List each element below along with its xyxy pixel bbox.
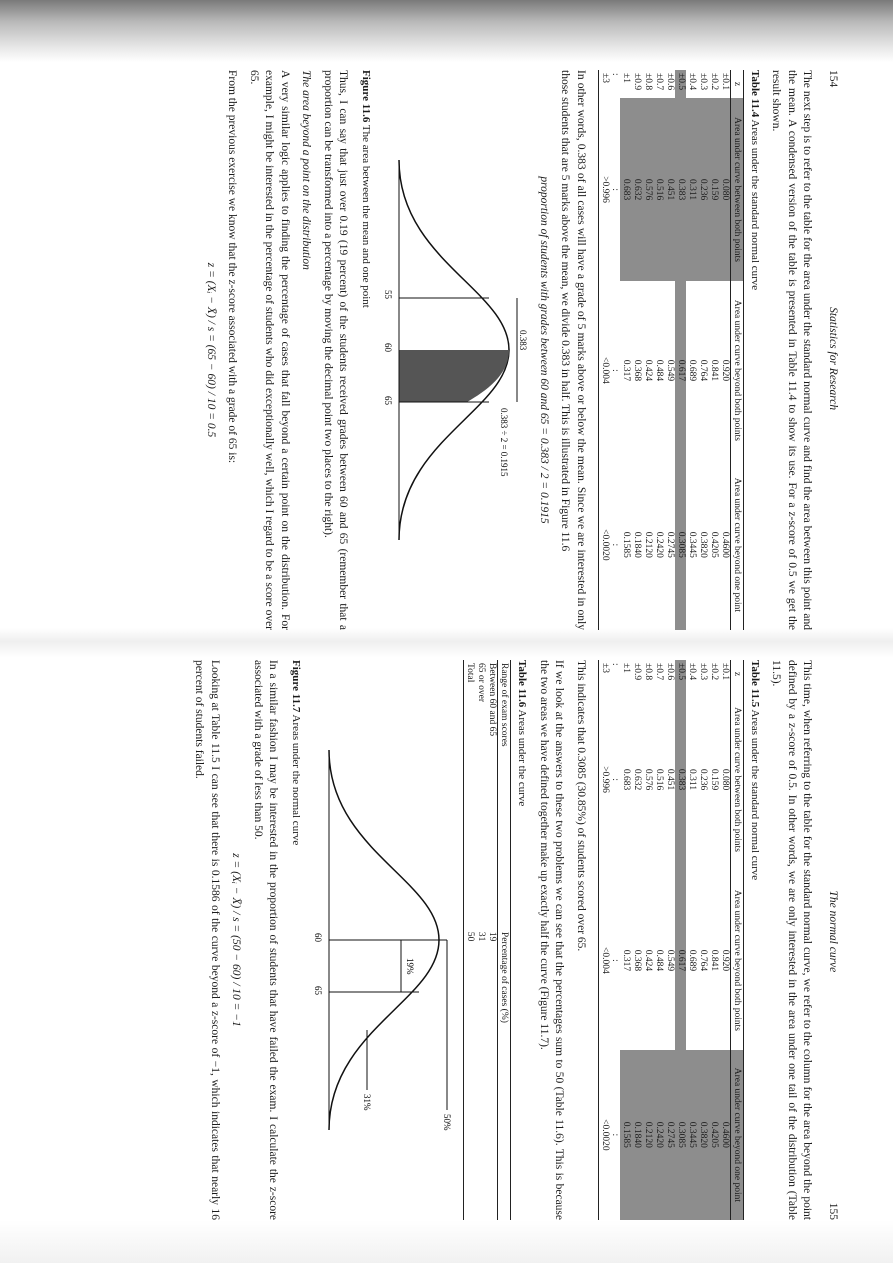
- table-cell: 0.317: [621, 359, 632, 382]
- table-cell: <0.004: [598, 281, 609, 460]
- table-row: Between 60 and 65 19: [486, 663, 497, 942]
- table-row: [610, 70, 621, 630]
- table-cell: :: [610, 1133, 621, 1137]
- table6-caption: Table 11.6 Areas under the curve: [516, 660, 529, 807]
- table-cell: 0.689: [686, 359, 697, 382]
- table-cell: 0.2745: [665, 531, 676, 558]
- table-cell: 0.424: [643, 359, 654, 382]
- table-cell: ±0.3: [697, 663, 708, 681]
- label-0383: 0.383: [518, 330, 529, 351]
- table-cell: 0.841: [708, 949, 719, 972]
- book-gutter: [0, 628, 893, 658]
- table-cell: 0.159: [708, 768, 719, 791]
- table-cell: 0.159: [708, 98, 719, 281]
- intro-paragraph: This time, when referring to the table for the standard normal curve, we refer to the column for the area beyond the point defined by a z-score of 0.5. In other words, we are only interested in the area under one tail of the distribution (Table 11.5).: [770, 660, 814, 1220]
- table-cell: 0.516: [654, 768, 665, 791]
- table-cell: ±1: [621, 73, 632, 83]
- table-caption: Table 11.5 Areas under the standard normal curve: [748, 660, 761, 881]
- paragraph: Thus, I can say that just over 0.19 (19 percent) of the students received grades between 60 and 65 (remember that a proportion can be transformed into a percentage by moving the decimal point two places to the right).: [321, 70, 350, 630]
- table-row: [610, 660, 621, 1220]
- table-row: [686, 70, 697, 630]
- figure-caption: Figure 11.6 The area between the mean and one point: [360, 70, 373, 308]
- table-cell: 0.683: [620, 98, 631, 281]
- col-header: Area under curve beyond one point: [730, 1050, 743, 1220]
- label-half: 0.383 ÷ 2 = 0.1915: [499, 408, 510, 477]
- table-cell: 0.2120: [642, 1050, 653, 1220]
- paragraph: In a similar fashion I may be interested in the proportion of students that have failed the exam. I calculate the z-score associated with a grade of less than 50.: [251, 660, 280, 1220]
- table-cell: 0.4205: [708, 1050, 719, 1220]
- table-row: [719, 70, 730, 630]
- table-cell: ±1: [621, 663, 632, 673]
- table-row: [664, 70, 675, 630]
- x-label-55: 55: [383, 290, 394, 299]
- table-row: [642, 70, 653, 630]
- table-cell: 0.920: [719, 359, 730, 382]
- table-cell: <0.004: [598, 871, 609, 1050]
- table-cell: 0.3445: [686, 1050, 697, 1220]
- table-cell: ±0.9: [632, 73, 643, 91]
- table-cell: 0.311: [686, 98, 697, 281]
- table-cell: ±0.7: [654, 73, 665, 91]
- table-cell: 0.2120: [643, 531, 654, 558]
- z-equation: z = (Xᵢ − X̄) / s = (65 − 60) / 10 = 0.5: [204, 262, 217, 438]
- table-cell: ±0.8: [643, 73, 654, 91]
- table-cell: 0.451: [664, 98, 675, 281]
- label-50pct: 50%: [442, 1114, 452, 1131]
- table-cell: 0.617: [675, 281, 686, 460]
- table-cell: 0.368: [632, 359, 643, 382]
- page-number: 155: [827, 1202, 839, 1220]
- col-header: z: [730, 70, 743, 98]
- running-header: [824, 70, 840, 630]
- table-cell: 0.689: [686, 949, 697, 972]
- table-row: [620, 70, 631, 630]
- table-cell: 0.424: [643, 949, 654, 972]
- table-row: [686, 660, 697, 1220]
- table-cell: <0.0020: [598, 460, 609, 630]
- table-cell: :: [610, 959, 621, 962]
- table-cell: ±3: [598, 70, 609, 98]
- table-cell: :: [610, 369, 621, 372]
- scan-shadow-top: [0, 0, 893, 62]
- table-row: [708, 70, 719, 630]
- intro-paragraph: The next step is to refer to the table for the area under the standard normal curve and find the area between this point and the mean. A condensed version of the table is presented in Table 11.4 to show its use. For a z-score of 0.5 we get the result shown.: [770, 70, 814, 630]
- table-cell: 0.3820: [697, 1050, 708, 1220]
- table-cell: ±0.4: [686, 73, 697, 91]
- col-header: Percentage of cases (%): [497, 929, 510, 1220]
- table-row: [631, 70, 642, 630]
- table-row: [675, 70, 686, 630]
- table-cell: 0.1840: [631, 1050, 642, 1220]
- table-cell: ±0.2: [708, 73, 719, 91]
- table-cell: ±3: [598, 660, 609, 688]
- table-cell: 0.3820: [697, 531, 708, 558]
- label-19pct: 19%: [405, 958, 415, 975]
- table-cell: ±0.9: [632, 663, 643, 681]
- table-row: [664, 660, 675, 1220]
- table-cell: 0.383: [675, 688, 686, 871]
- col-header: Area under curve beyond both points: [730, 281, 743, 460]
- table-cell: ±0.1: [719, 73, 730, 91]
- table-cell: 0.617: [675, 871, 686, 1050]
- table-cell: 0.1585: [620, 1050, 631, 1220]
- table-cell: 0.920: [719, 949, 730, 972]
- normal-curve-table: [598, 70, 745, 630]
- col-header: Area under curve beyond both points: [730, 871, 743, 1050]
- table-row: [708, 660, 719, 1220]
- table-cell: 0.2420: [653, 1050, 664, 1220]
- table-cell: 0.368: [632, 949, 643, 972]
- table-cell: 0.080: [719, 98, 730, 281]
- scan-shadow-bottom: [0, 1220, 893, 1263]
- table-cell: >0.996: [598, 688, 609, 871]
- table-cell: ±0.5: [675, 660, 686, 688]
- paragraph: Looking at Table 11.5 I can see that there is 0.1586 of the curve beyond a z-score of −1, which indicates that nearly 16 percent of students failed.: [193, 660, 221, 1220]
- table-row: [653, 70, 664, 630]
- table-cell: 0.3445: [686, 531, 697, 558]
- page-154: [40, 70, 840, 630]
- table-cell: 0.317: [621, 949, 632, 972]
- page-number: 154: [827, 70, 839, 88]
- table-cell: ±0.6: [665, 73, 676, 91]
- table-cell: 0.632: [632, 768, 643, 791]
- table-row: [631, 660, 642, 1220]
- table-cell: 0.1585: [621, 531, 632, 558]
- table-cell: 0.683: [621, 768, 632, 791]
- table-cell: ±0.4: [686, 663, 697, 681]
- table-cell: ±0.8: [643, 663, 654, 681]
- table-cell: :: [610, 543, 621, 547]
- table-cell: 0.841: [708, 359, 719, 382]
- table-cell: 0.549: [665, 949, 676, 972]
- areas-table: [463, 660, 511, 1220]
- col-header: Area under curve beyond one point: [730, 460, 743, 630]
- table-cell: :: [610, 73, 621, 76]
- proportion-equation: proportion of students with grades between 60 and 65 = 0.383 / 2 = 0.1915: [537, 176, 550, 524]
- table-cell: 0.484: [654, 949, 665, 972]
- table-cell: >0.996: [598, 98, 609, 281]
- z-equation: z = (Xᵢ − X̄) / s = (50 − 60) / 10 = −1: [230, 853, 243, 1027]
- table-cell: 0.4600: [719, 531, 730, 558]
- col-header: Range of exam scores: [497, 660, 510, 929]
- x-label-65: 65: [383, 396, 394, 405]
- table-row: 65 or over 31: [475, 663, 486, 942]
- col-header: z: [730, 660, 743, 688]
- table-cell: :: [610, 188, 621, 191]
- running-header: [824, 660, 840, 1220]
- table-row: [719, 660, 730, 1220]
- table-cell: <0.0020: [598, 1050, 609, 1220]
- figure-11-7: [309, 730, 459, 1150]
- table-row: [642, 660, 653, 1220]
- table-cell: 0.451: [665, 768, 676, 791]
- normal-curve-table: [598, 660, 745, 1220]
- table-cell: 0.3085: [675, 1050, 686, 1220]
- table-cell: 0.311: [686, 769, 697, 791]
- table-cell: 0.236: [697, 98, 708, 281]
- table-cell: 0.516: [653, 98, 664, 281]
- table-row: [653, 660, 664, 1220]
- table-cell: 0.576: [642, 98, 653, 281]
- table-row: [697, 660, 708, 1220]
- table-cell: 0.764: [697, 359, 708, 382]
- table-cell: ±0.2: [708, 663, 719, 681]
- table-cell: 0.236: [697, 768, 708, 791]
- table-cell: ±0.6: [665, 663, 676, 681]
- table-row: [598, 70, 609, 630]
- table-cell: 0.764: [697, 949, 708, 972]
- col-header: Area under curve between both points: [730, 688, 743, 871]
- table-row: [598, 660, 609, 1220]
- table-row: [675, 660, 686, 1220]
- table-cell: ±0.3: [697, 73, 708, 91]
- table-row: [620, 660, 631, 1220]
- table-cell: ±0.7: [654, 663, 665, 681]
- running-head: The normal curve: [827, 890, 839, 973]
- table-cell: 0.2745: [664, 1050, 675, 1220]
- paragraph: In other words, 0.383 of all cases will have a grade of 5 marks above or below the mean. Since we are interested in only those students that are 5 marks above the mean, we divide 0.383 in half. This is illustrated in Figure 11.6: [559, 70, 587, 630]
- figure-11-6: [379, 140, 529, 560]
- table-cell: ±0.1: [719, 663, 730, 681]
- table-row: [697, 70, 708, 630]
- table-cell: 0.1840: [632, 531, 643, 558]
- running-head: Statistics for Research: [827, 307, 839, 411]
- paragraph: This indicates that 0.3085 (30.85%) of students scored over 65.: [574, 660, 587, 952]
- table-cell: 0.576: [643, 768, 654, 791]
- x-label-60: 60: [383, 343, 394, 352]
- subheading: The area beyond a point on the distribution: [300, 70, 313, 270]
- table-cell: :: [610, 778, 621, 781]
- table-row: Total 50: [464, 660, 475, 1220]
- table-cell: 0.4205: [708, 531, 719, 558]
- label-31pct: 31%: [362, 1094, 372, 1111]
- x-label-65: 65: [313, 986, 323, 995]
- table-cell: 0.632: [631, 98, 642, 281]
- paragraph: If we look at the answers to these two problems we can see that the percentages sum to 50 (Table 11.6). This is because the two areas we have defined together make up exactly half the curve (Figure 11.7).: [537, 660, 566, 1220]
- col-header: Area under curve between both points: [730, 98, 743, 281]
- table-cell: 0.383: [675, 98, 686, 281]
- table-cell: 0.2420: [654, 531, 665, 558]
- paragraph: From the previous exercise we know that the z-score associated with a grade of 65 is:: [226, 70, 239, 464]
- table-cell: 0.549: [665, 359, 676, 382]
- table-cell: 0.4600: [719, 1050, 730, 1220]
- table-cell: 0.3085: [675, 460, 686, 630]
- x-label-60: 60: [313, 933, 323, 942]
- page-155: [40, 660, 840, 1220]
- table-cell: :: [610, 663, 621, 666]
- table-caption: Table 11.4 Areas under the standard normal curve: [748, 70, 761, 291]
- table-cell: 0.080: [719, 768, 730, 791]
- table-cell: ±0.5: [675, 70, 686, 98]
- paragraph: A very similar logic applies to finding the percentage of cases that fall beyond a certain point on the distribution. For example, I might be interested in the percentage of students who did exceptionally well, which I regard to be a score over 65.: [247, 70, 291, 630]
- table-cell: 0.484: [654, 359, 665, 382]
- figure-caption: Figure 11.7 Areas under the normal curve: [290, 660, 302, 846]
